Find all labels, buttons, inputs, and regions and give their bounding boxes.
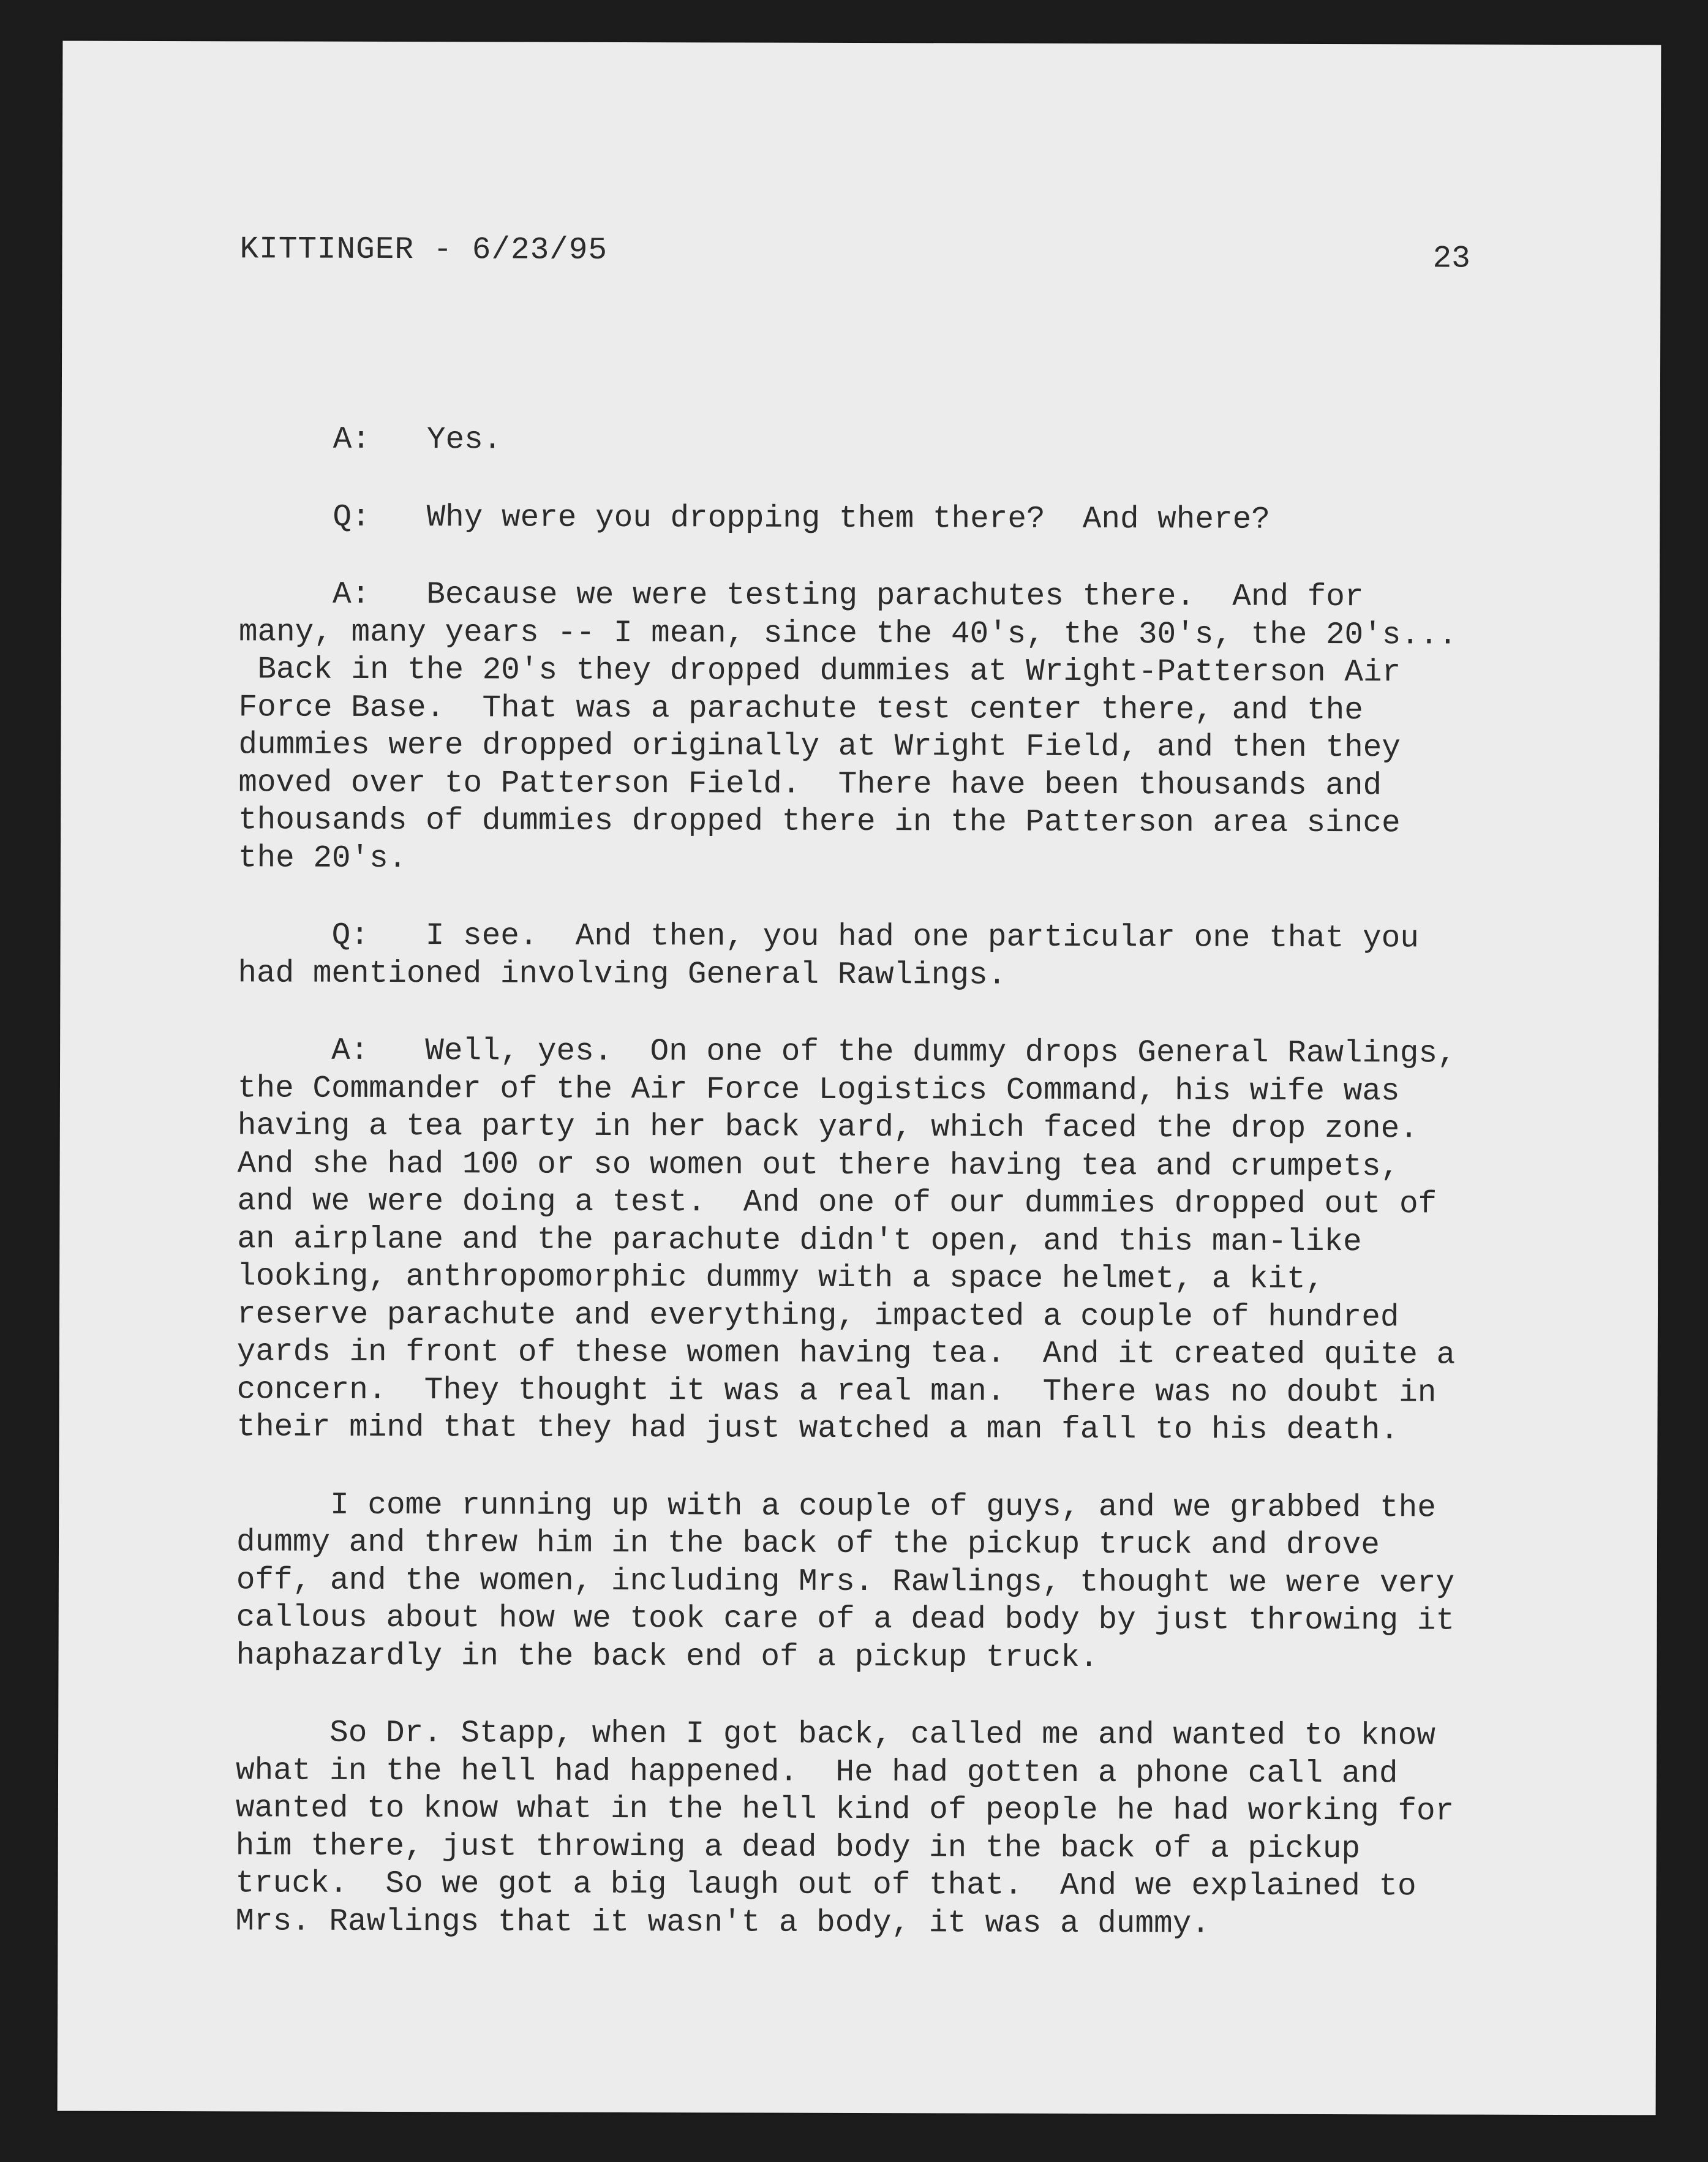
speaker-label: Q: — [333, 500, 371, 535]
transcript-line — [236, 1752, 1522, 1793]
transcript-paragraph — [236, 1486, 1522, 1678]
transcript-line — [236, 1562, 1522, 1603]
line-text: I come running up with a couple of guys, and we grabbed the — [330, 1488, 1436, 1526]
transcript-paragraph — [235, 1714, 1522, 1943]
document-header-title: KITTINGER - 6/23/95 — [239, 232, 608, 268]
transcript-line — [235, 1865, 1521, 1906]
line-text: reserve parachute and everything, impacted a couple of hundred — [236, 1297, 1399, 1335]
line-text: what in the hell had happened. He had gotten a phone call and — [235, 1753, 1398, 1791]
transcript-line — [238, 689, 1524, 730]
transcript-paragraph — [239, 499, 1525, 540]
line-text: Mrs. Rawlings that it wasn't a body, it was a dummy. — [235, 1904, 1210, 1942]
transcript-line — [236, 1599, 1522, 1640]
transcript-line — [236, 1828, 1522, 1869]
line-text: I see. And then, you had one particular one that you — [425, 919, 1419, 957]
transcript-line — [238, 764, 1524, 805]
transcript-line — [238, 1145, 1524, 1186]
transcript-line — [238, 1070, 1524, 1111]
transcript-line — [238, 1107, 1524, 1148]
transcript-line — [236, 1637, 1522, 1678]
line-text: having a tea party in her back yard, which faced the drop zone. — [237, 1109, 1418, 1147]
speaker-label: Q: — [331, 918, 369, 954]
transcript-line — [237, 1296, 1523, 1337]
transcript-line — [237, 1258, 1523, 1299]
line-text: concern. They thought it was a real man. There was no doubt in — [236, 1372, 1437, 1411]
line-text: truck. So we got a big laugh out of that. And we explained to — [235, 1866, 1416, 1905]
line-text: and we were doing a test. And one of our dummies dropped out of — [237, 1184, 1437, 1222]
line-text: callous about how we took care of a dead body by just throwing it — [236, 1600, 1455, 1639]
transcript-paragraph — [239, 421, 1526, 462]
line-text: off, and the women, including Mrs. Rawlings, thought we were very — [236, 1562, 1455, 1602]
transcript-line — [239, 576, 1525, 617]
transcript-line — [239, 421, 1526, 462]
line-text: their mind that they had just watched a man fall to his death. — [236, 1410, 1399, 1448]
line-text: Well, yes. On one of the dummy drops General Rawlings, — [425, 1034, 1456, 1072]
transcript-line — [237, 1333, 1523, 1374]
transcript-line — [236, 1486, 1522, 1527]
transcript-line — [238, 726, 1524, 767]
line-text: looking, anthropomorphic dummy with a space helmet, a kit, — [237, 1259, 1325, 1297]
line-text: wanted to know what in the hell kind of people he had working for — [235, 1791, 1454, 1829]
line-text: Because we were testing parachutes there. And for — [426, 578, 1364, 616]
transcript-line — [238, 1032, 1524, 1073]
line-text: an airplane and the parachute didn't open, and this man-like — [237, 1221, 1362, 1260]
line-text: yards in front of these women having tea. And it created quite a — [236, 1335, 1456, 1373]
transcript-line — [238, 802, 1524, 843]
transcript-paragraph — [238, 917, 1524, 995]
transcript-line — [239, 651, 1525, 692]
line-text: thousands of dummies dropped there in the Patterson area since — [238, 803, 1401, 842]
line-text: And she had 100 or so women out there having tea and crumpets, — [237, 1146, 1400, 1185]
transcript-line — [239, 499, 1525, 540]
line-text: dummies were dropped originally at Wright Field, and then they — [238, 728, 1401, 766]
line-text: the Commander of the Air Force Logistics Command, his wife was — [237, 1071, 1400, 1109]
transcript-body — [235, 421, 1526, 1983]
transcript-line — [239, 614, 1525, 655]
transcript-line — [238, 955, 1524, 996]
speaker-label: A: — [333, 422, 371, 458]
transcript-paragraph — [236, 1032, 1524, 1450]
speaker-label: A: — [331, 1033, 369, 1069]
transcript-line — [236, 1524, 1522, 1565]
document-page — [58, 41, 1661, 2115]
transcript-line — [237, 1371, 1523, 1412]
transcript-line — [236, 1409, 1522, 1450]
transcript-paragraph — [238, 576, 1525, 880]
line-text: Force Base. That was a parachute test center there, and the — [238, 690, 1363, 728]
line-text: haphazardly in the back end of a pickup truck. — [236, 1638, 1099, 1676]
transcript-line — [235, 1903, 1521, 1944]
transcript-line — [238, 917, 1524, 958]
transcript-line — [237, 1221, 1523, 1262]
line-text: had mentioned involving General Rawlings. — [238, 955, 1007, 993]
line-text: many, many years -- I mean, since the 40's, the 30's, the 20's... — [238, 614, 1458, 653]
line-text: Back in the 20's they dropped dummies at Wright-Patterson Air — [238, 652, 1401, 691]
line-text: Why were you dropping them there? And where? — [426, 500, 1270, 538]
line-text: the 20's. — [238, 840, 407, 876]
line-text: dummy and threw him in the back of the pickup truck and drove — [236, 1525, 1380, 1564]
transcript-line — [236, 1790, 1522, 1831]
transcript-line — [237, 1183, 1523, 1224]
line-text: So Dr. Stapp, when I got back, called me and wanted to know — [329, 1716, 1435, 1754]
line-text: him there, just throwing a dead body in the back of a pickup — [235, 1828, 1361, 1867]
line-text: moved over to Patterson Field. There have been thousands and — [238, 765, 1382, 804]
line-text: Yes. — [426, 423, 502, 458]
transcript-line — [236, 1714, 1522, 1755]
transcript-line — [238, 840, 1524, 881]
page-number: 23 — [1432, 241, 1470, 277]
speaker-label: A: — [332, 577, 371, 612]
